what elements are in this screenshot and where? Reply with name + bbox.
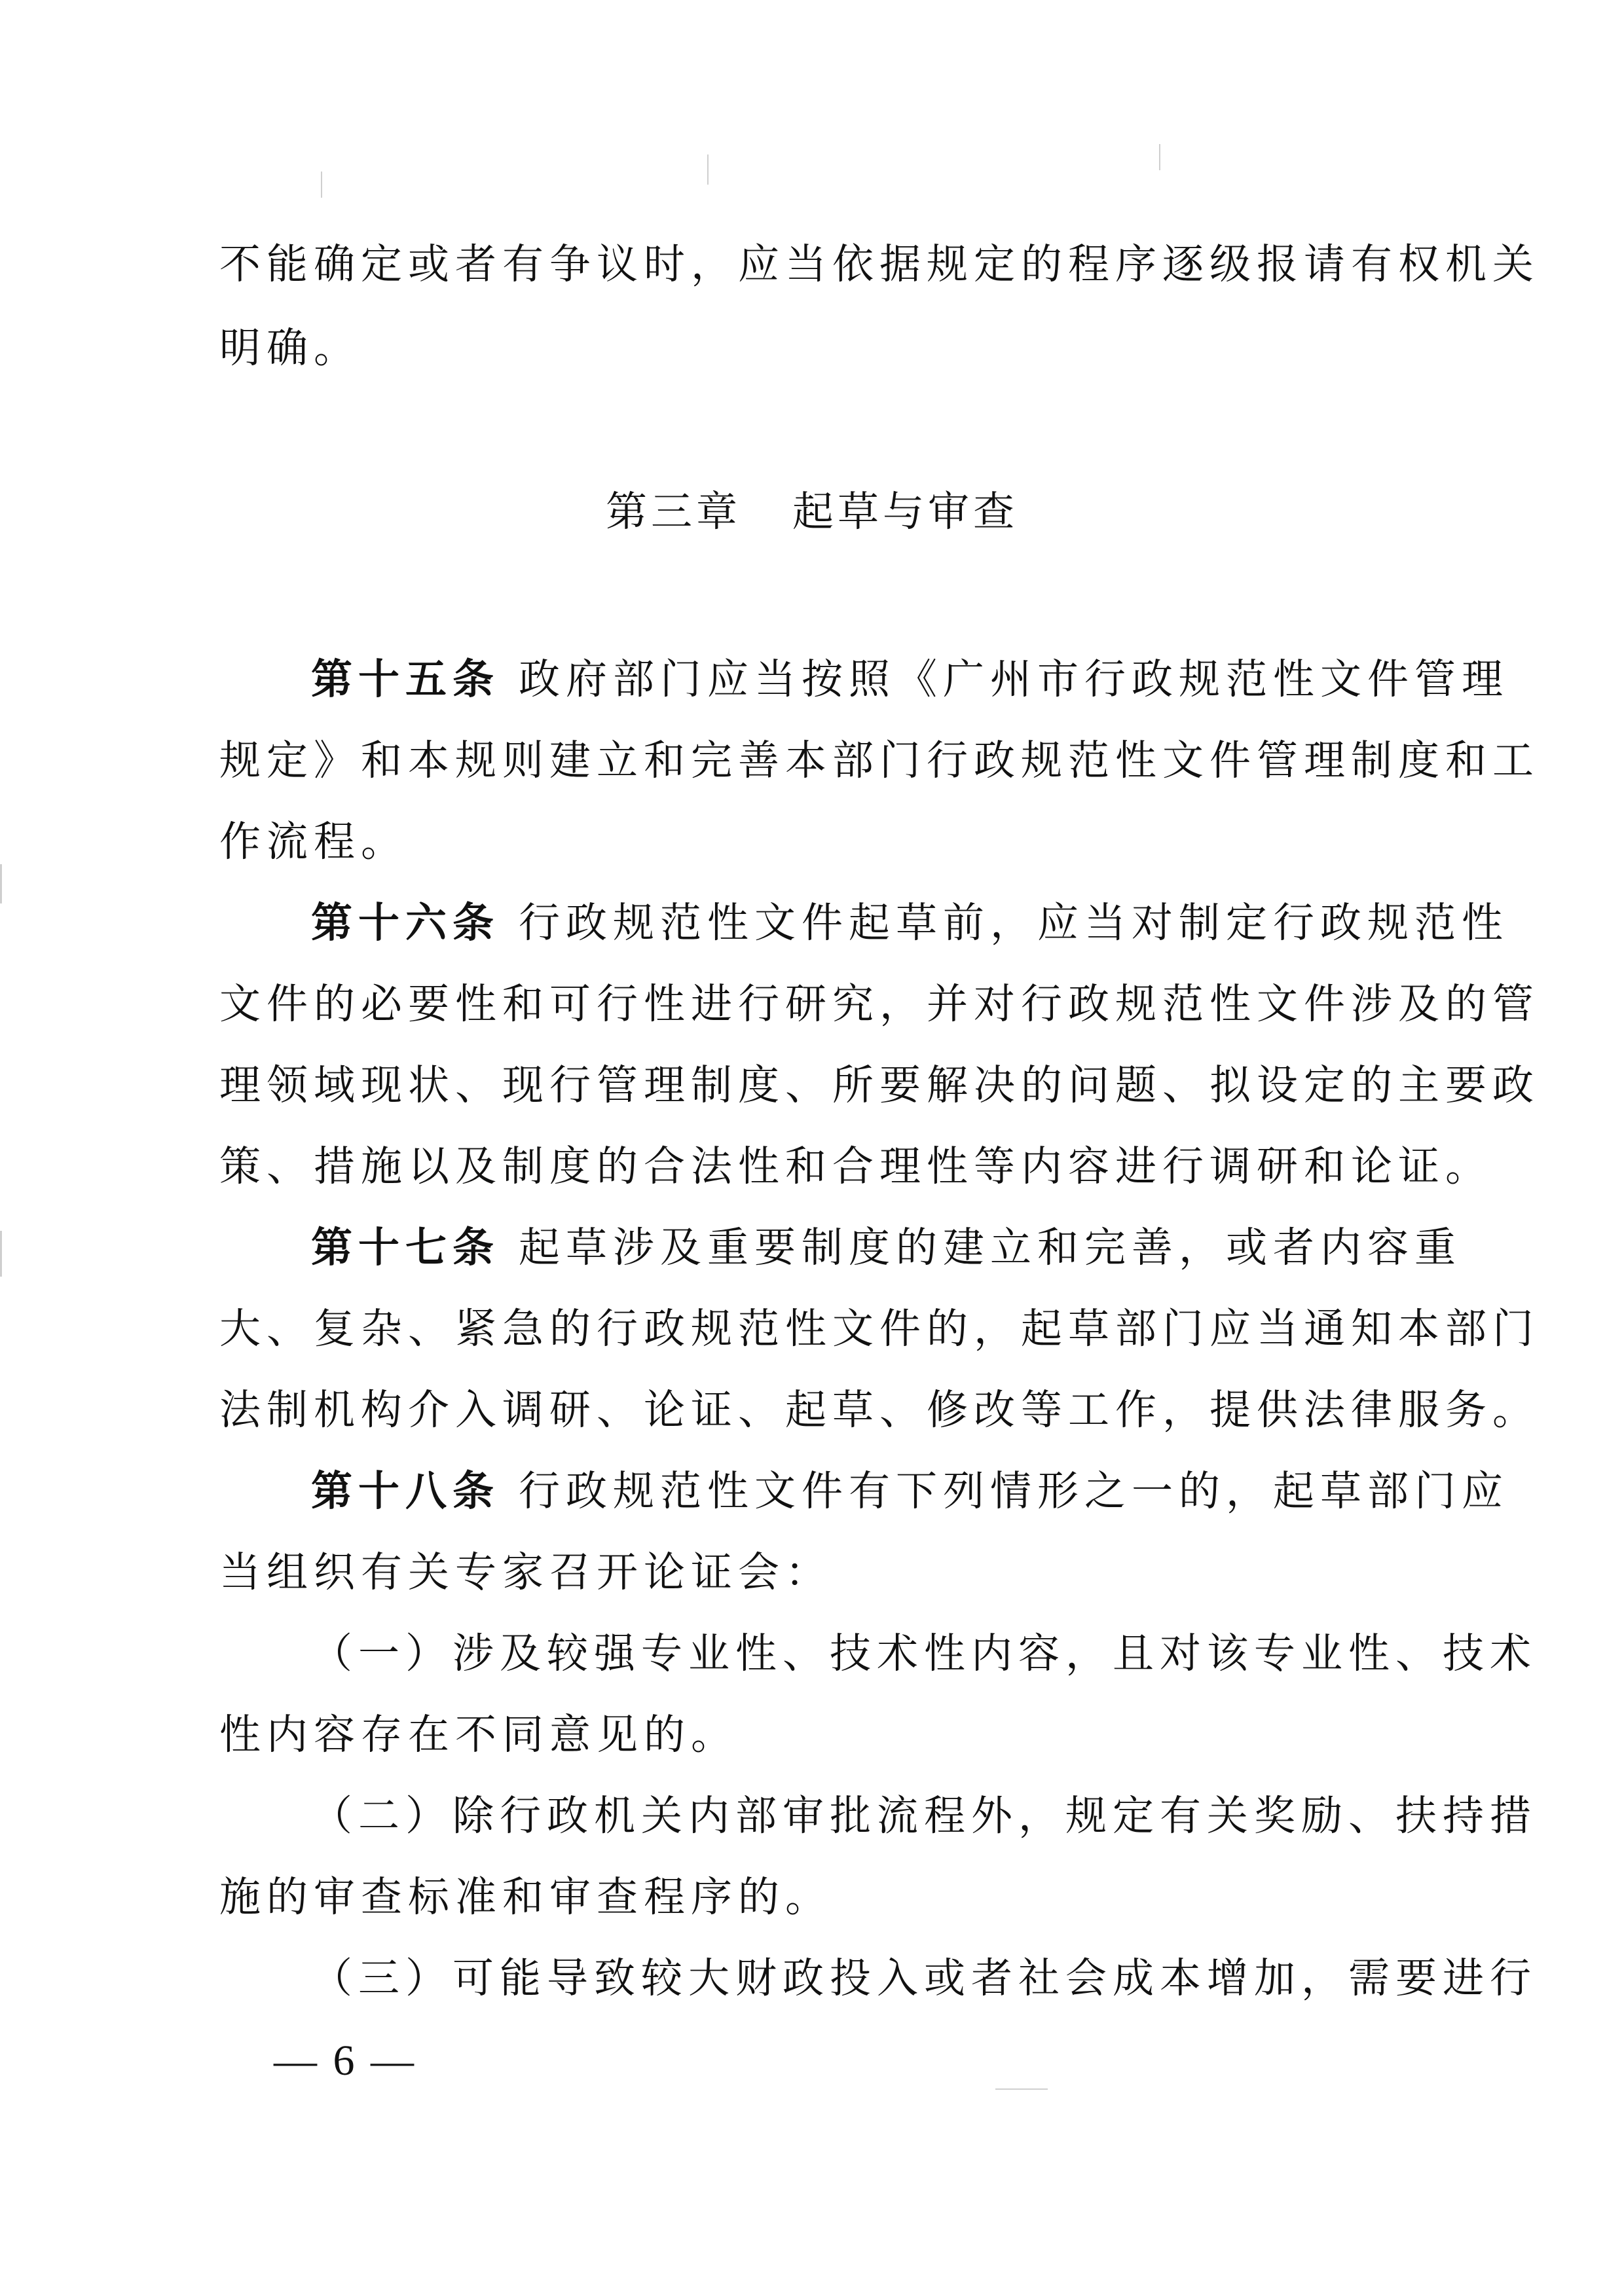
article-line: 作流程。 [219,818,408,866]
article-line: 法制机构介入调研、论证、起草、修改等工作，提供法律服务。 [219,1386,1540,1434]
chapter-title: 起草与审查 [792,488,1019,536]
article-text: 政府部门应当按照《广州市行政规范性文件管理 [519,655,1509,703]
chapter-number: 第三章 [605,488,741,536]
article-label: 第十五条 [311,655,500,703]
item-line: 性内容存在不同意见的。 [219,1711,738,1758]
scan-mark [321,172,322,198]
item-line: （三）可能导致较大财政投入或者社会成本增加，需要进行 [311,1954,1537,2002]
article-text: 行政规范性文件有下列情形之一的，起草部门应 [519,1467,1509,1515]
scan-mark [0,1231,2,1277]
article-first-line [311,897,1509,949]
article-text: 行政规范性文件起草前，应当对制定行政规范性 [519,899,1509,947]
scan-mark [995,2088,1048,2090]
scan-mark [0,864,2,903]
continuation-line: 不能确定或者有争议时，应当依据规定的程序逐级报请有权机关 [219,240,1540,288]
article-first-line [311,653,1509,706]
item-line: （二）除行政机关内部审批流程外，规定有关奖励、扶持措 [311,1792,1537,1840]
chapter-heading [0,486,1624,538]
article-line: 策、措施以及制度的合法性和合理性等内容进行调研和论证。 [219,1142,1492,1190]
article-line: 大、复杂、紧急的行政规范性文件的，起草部门应当通知本部门 [219,1305,1540,1353]
scan-mark [1159,144,1160,170]
scan-mark [707,155,709,185]
article-first-line [311,1222,1462,1274]
item-line: （一）涉及较强专业性、技术性内容，且对该专业性、技术 [311,1630,1537,1677]
article-line: 规定》和本规则建立和完善本部门行政规范性文件管理制度和工 [219,737,1540,784]
article-line: 理领域现状、现行管理制度、所要解决的问题、拟设定的主要政 [219,1061,1540,1109]
article-label: 第十八条 [311,1467,500,1515]
article-first-line [311,1465,1509,1518]
item-line: 施的审查标准和审查程序的。 [219,1873,832,1921]
article-text: 起草涉及重要制度的建立和完善，或者内容重 [519,1224,1462,1271]
continuation-line: 明确。 [219,324,361,372]
article-line: 文件的必要性和可行性进行研究，并对行政规范性文件涉及的管 [219,980,1540,1028]
article-line: 当组织有关专家召开论证会： [219,1548,832,1596]
article-label: 第十六条 [311,899,500,947]
page-number: — 6 — [274,2037,416,2085]
article-label: 第十七条 [311,1224,500,1271]
